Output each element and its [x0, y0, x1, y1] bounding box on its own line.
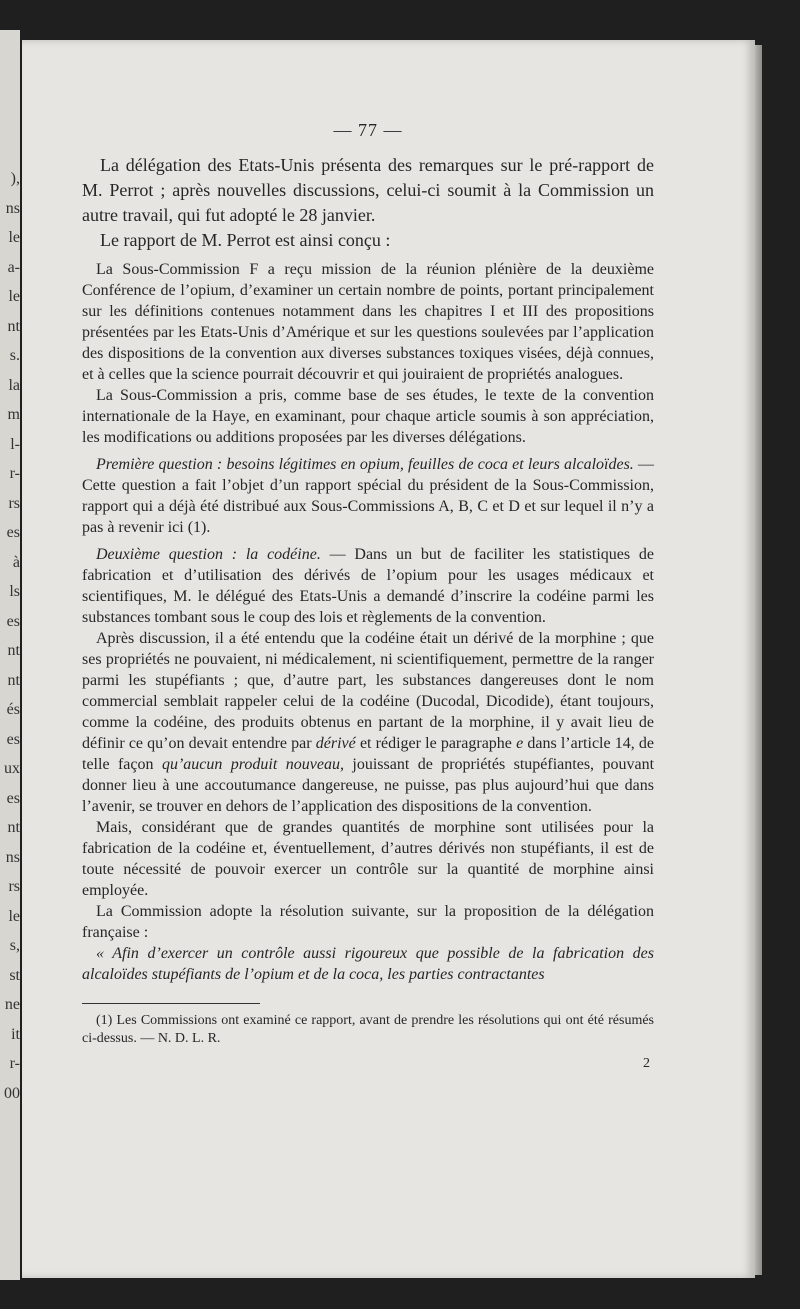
question-two — [82, 544, 654, 628]
signature-mark: 2 — [643, 1056, 650, 1071]
margin-fragment: r- — [9, 465, 20, 482]
resolution-quote: « Afin d’exercer un contrôle aussi rigoureux que possible de la fabrication des alcaloïdes stupéfiants de l’opium et de la coca, les parties contractantes — [82, 945, 654, 983]
footnote: (1) Les Commissions ont examiné ce rapport, avant de prendre les résolutions qui ont été résumés ci-dessus. — N. D. L. R. — [82, 1013, 654, 1046]
margin-fragment: ns — [5, 199, 20, 217]
question-one-text: — Cette question a fait l’objet d’un rapport spécial du président de la Sous-Commission, rapport qui a déjà été distribué aux Sous-Commissions A, B, C et D et sur lequel il n’y a pas à revenir ici (1). — [82, 456, 654, 536]
margin-fragment: rs — [8, 494, 20, 512]
question-one-title: Première question : besoins légitimes en opium, feuilles de coca et leurs alcaloïdes. — [96, 456, 634, 473]
margin-fragment: es — [6, 730, 20, 748]
adjacent-page-edge — [0, 30, 20, 1280]
margin-fragment: r- — [9, 1055, 20, 1072]
margin-fragment: à — [12, 553, 20, 571]
question-two-title: Deuxième question : la codéine. — [96, 546, 321, 563]
intro-paragraph: La délégation des Etats-Unis présenta des remarques sur le pré-rapport de M. Perrot ; après nouvelles discussions, celui-ci soumit à la Commission un autre travail, qui fut adopté le 28 janvier. — [82, 155, 654, 225]
emphasis-new-product: qu’aucun produit nouveau, — [161, 756, 344, 773]
resolution-intro: La Commission adopte la résolution suivante, sur la proposition de la délégation française : — [82, 903, 654, 941]
margin-fragment: nt — [7, 317, 20, 335]
term-derive: dérivé — [315, 735, 356, 752]
margin-fragment: it — [11, 1025, 20, 1043]
margin-fragment: nt — [7, 671, 20, 689]
margin-fragment: es — [6, 612, 20, 630]
margin-fragment: la — [8, 376, 20, 394]
question-two-text: — Dans un but de faciliter les statistiques de fabrication et d’utilisation des dérivés de l’opium pour les usages médicaux et scientifiques, M. le délégué des Etats-Unis a demandé d’inscrire la codéine parmi les substances tombant sous le coup des lois et règlements de la convention. — [82, 546, 655, 626]
margin-fragment: le — [8, 288, 20, 305]
margin-fragment: 00 — [4, 1084, 20, 1102]
intro-report-line: Le rapport de M. Perrot est ainsi conçu : — [100, 230, 391, 250]
margin-fragment: nt — [7, 642, 20, 659]
margin-fragment: st — [9, 966, 20, 984]
margin-fragment: le — [8, 907, 20, 925]
margin-fragment: s. — [9, 347, 20, 364]
margin-fragment: ), — [10, 170, 20, 187]
margin-fragment: s, — [9, 937, 20, 954]
margin-fragment: m — [7, 406, 20, 423]
margin-fragment: ls — [9, 583, 20, 600]
discussion-paragraph: Après discussion, il a été entendu que la codéine était un dérivé de la morphine ; que ses propriétés ne pouvaient, ni médicalement, ni scientifiquement, permettre de la ranger parmi les stupéfiants ; que, d’autre part, les substances dangereuses dont le nom commercial semblait rappeler celui de la codéine (Ducodal, Dicodide), étant toujours, comme la codéine, des produits obtenus en partant de la morphine, il y avait lieu de définir ce qu’on devait entendre par dérivé et rédiger le paragraphe e dans l’article 14, de telle façon qu’aucun produit nouveau, jouissant de propriétés stupéfiantes, pouvant donner lieu à une accoutumance dangereuse, ne puisse, pas plus aujourd’hui que dans l’avenir, se trouver en dehors de l’application des dispositions de la convention. — [82, 630, 655, 815]
margin-fragment: ux — [4, 760, 20, 777]
margin-fragment: es — [6, 524, 20, 541]
report-paragraph-basis: La Sous-Commission a pris, comme base de ses études, le texte de la convention internationale de la Haye, en examinant, pour chaque article soumis à son appréciation, les modifications ou additions proposées par les diverses délégations. — [82, 387, 654, 446]
document-page — [22, 40, 755, 1278]
margin-fragment: l- — [10, 435, 20, 453]
page-number: — 77 — — [333, 120, 403, 140]
margin-fragment: ns — [5, 848, 20, 866]
page-content — [82, 120, 654, 1072]
margin-fragment: nt — [7, 819, 20, 836]
margin-fragment: ne — [4, 996, 20, 1013]
margin-fragment: le — [8, 229, 20, 246]
margin-fragment: es — [6, 789, 20, 807]
report-paragraph-mission: La Sous-Commission F a reçu mission de la réunion plénière de la deuxième Conférence de l’opium, d’examiner un certain nombre de points, portant principalement sur les définitions contenues notamment dans les chapitres I et III des propositions présentées par les Etats-Unis d’Amérique et sur les questions soulevées par l’application des dispositions de la convention aux diverses substances toxiques visées, déjà connues, et à celles que la science pourrait découvrir et qui jouiraient de propriétés analogues. — [82, 261, 654, 383]
margin-fragment: rs — [8, 878, 20, 895]
control-paragraph: Mais, considérant que de grandes quantités de morphine sont utilisées pour la fabrication de la codéine et, éventuellement, d’autres dérivés non stupéfiants, il est de toute nécessité de pouvoir exercer un contrôle sur la quantité de morphine ainsi employée. — [82, 819, 654, 899]
question-one — [82, 454, 654, 538]
footnote-divider — [82, 1003, 260, 1004]
margin-fragment: a- — [7, 258, 20, 276]
margin-fragment: és — [6, 701, 20, 718]
paragraph-letter: e — [516, 735, 524, 752]
